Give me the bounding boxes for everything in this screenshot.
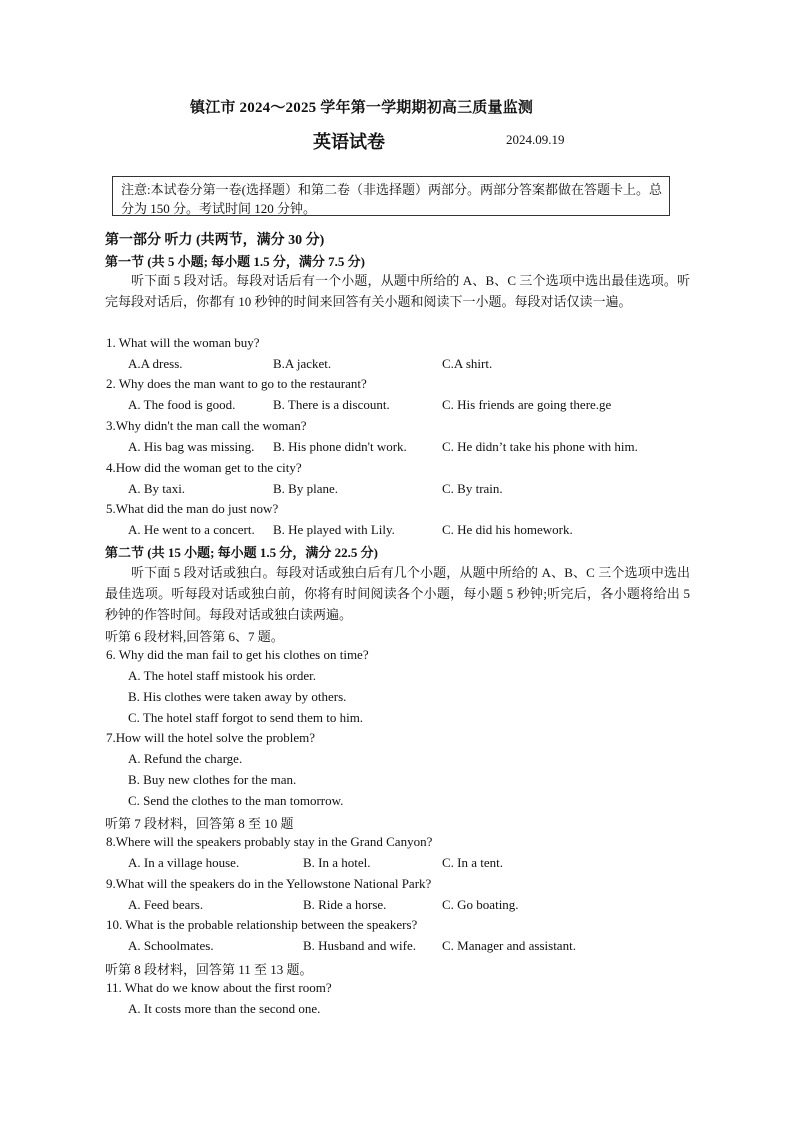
notice-box: 注意:本试卷分第一卷(选择题）和第二卷（非选择题）两部分。两部分答案都做在答题卡上。总分为 150 分。考试时间 120 分钟。 bbox=[112, 176, 670, 216]
q2-option-b: B. There is a discount. bbox=[273, 397, 390, 412]
q3-option-a: A. His bag was missing. bbox=[128, 439, 255, 454]
question-2: 2. Why does the man want to go to the restaurant? bbox=[106, 376, 367, 391]
q1-option-a: A.A dress. bbox=[128, 356, 183, 371]
question-11: 11. What do we know about the first room? bbox=[106, 980, 332, 995]
question-4: 4.How did the woman get to the city? bbox=[106, 460, 302, 475]
q10-option-b: B. Husband and wife. bbox=[303, 938, 417, 953]
q2-option-a: A. The food is good. bbox=[128, 397, 236, 412]
q4-option-a: A. By taxi. bbox=[128, 481, 186, 496]
q6-option-b: B. His clothes were taken away by others. bbox=[128, 689, 347, 704]
section1-instructions: 听下面 5 段对话。每段对话后有一个小题，从题中所给的 A、B、C 三个选项中选出最佳选项。听完每段对话后，你都有 10 秒钟的时间来回答有关小题和阅读下一小题。每段对话仅读一遍。 bbox=[105, 273, 690, 309]
section2-instructions: 听下面 5 段对话或独白。每段对话或独白后有几个小题，从题中所给的 A、B、C 三个选项中选出最佳选项。听每段对话或独白前，你将有时间阅读各个小题，每小题 5 秒钟;听完后，各小题将给出 5 秒钟的作答时间。每段对话或独白读两遍。 bbox=[105, 565, 690, 622]
q4-option-c: C. By train. bbox=[442, 481, 503, 496]
q9-option-b: B. Ride a horse. bbox=[303, 897, 387, 912]
q10-option-c: C. Manager and assistant. bbox=[442, 938, 576, 953]
question-7: 7.How will the hotel solve the problem? bbox=[106, 730, 316, 745]
question-8: 8.Where will the speakers probably stay in the Grand Canyon? bbox=[106, 834, 433, 849]
question-5: 5.What did the man do just now? bbox=[106, 501, 279, 516]
q8-option-a: A. In a village house. bbox=[128, 855, 240, 870]
q5-option-a: A. He went to a concert. bbox=[128, 522, 255, 537]
q9-option-a: A. Feed bears. bbox=[128, 897, 204, 912]
section1-heading: 第一节 (共 5 小题; 每小题 1.5 分，满分 7.5 分) bbox=[105, 254, 365, 269]
material-6-note: 听第 6 段材料,回答第 6、7 题。 bbox=[105, 629, 284, 644]
exam-date: 2024.09.19 bbox=[506, 132, 565, 147]
question-6: 6. Why did the man fail to get his clothes on time? bbox=[106, 647, 369, 662]
q2-option-c: C. His friends are going there.ge bbox=[442, 397, 612, 412]
q9-option-c: C. Go boating. bbox=[442, 897, 519, 912]
q8-option-b: B. In a hotel. bbox=[303, 855, 371, 870]
question-3: 3.Why didn't the man call the woman? bbox=[106, 418, 307, 433]
q7-option-a: A. Refund the charge. bbox=[128, 751, 243, 766]
question-10: 10. What is the probable relationship between the speakers? bbox=[106, 917, 418, 932]
material-7-note: 听第 7 段材料，回答第 8 至 10 题 bbox=[105, 816, 294, 831]
q8-option-c: C. In a tent. bbox=[442, 855, 504, 870]
q1-option-c: C.A shirt. bbox=[442, 356, 493, 371]
q10-option-a: A. Schoolmates. bbox=[128, 938, 214, 953]
q5-option-c: C. He did his homework. bbox=[442, 522, 573, 537]
q11-option-a: A. It costs more than the second one. bbox=[128, 1001, 321, 1016]
exam-title: 镇江市 2024～2025 学年第一学期期初高三质量监测 bbox=[190, 100, 534, 116]
question-1: 1. What will the woman buy? bbox=[106, 335, 260, 350]
q1-option-b: B.A jacket. bbox=[273, 356, 332, 371]
q6-option-a: A. The hotel staff mistook his order. bbox=[128, 668, 316, 683]
exam-subtitle: 英语试卷 bbox=[313, 132, 385, 152]
q6-option-c: C. The hotel staff forgot to send them to him. bbox=[128, 710, 364, 725]
section2-heading: 第二节 (共 15 小题; 每小题 1.5 分，满分 22.5 分) bbox=[105, 545, 378, 560]
q5-option-b: B. He played with Lily. bbox=[273, 522, 395, 537]
q7-option-b: B. Buy new clothes for the man. bbox=[128, 772, 297, 787]
q3-option-b: B. His phone didn't work. bbox=[273, 439, 407, 454]
question-9: 9.What will the speakers do in the Yellowstone National Park? bbox=[106, 876, 432, 891]
q7-option-c: C. Send the clothes to the man tomorrow. bbox=[128, 793, 344, 808]
part1-heading: 第一部分 听力 (共两节，满分 30 分) bbox=[105, 233, 325, 248]
q4-option-b: B. By plane. bbox=[273, 481, 338, 496]
q3-option-c: C. He didn’t take his phone with him. bbox=[442, 439, 638, 454]
material-8-note: 听第 8 段材料，回答第 11 至 13 题。 bbox=[105, 962, 313, 977]
